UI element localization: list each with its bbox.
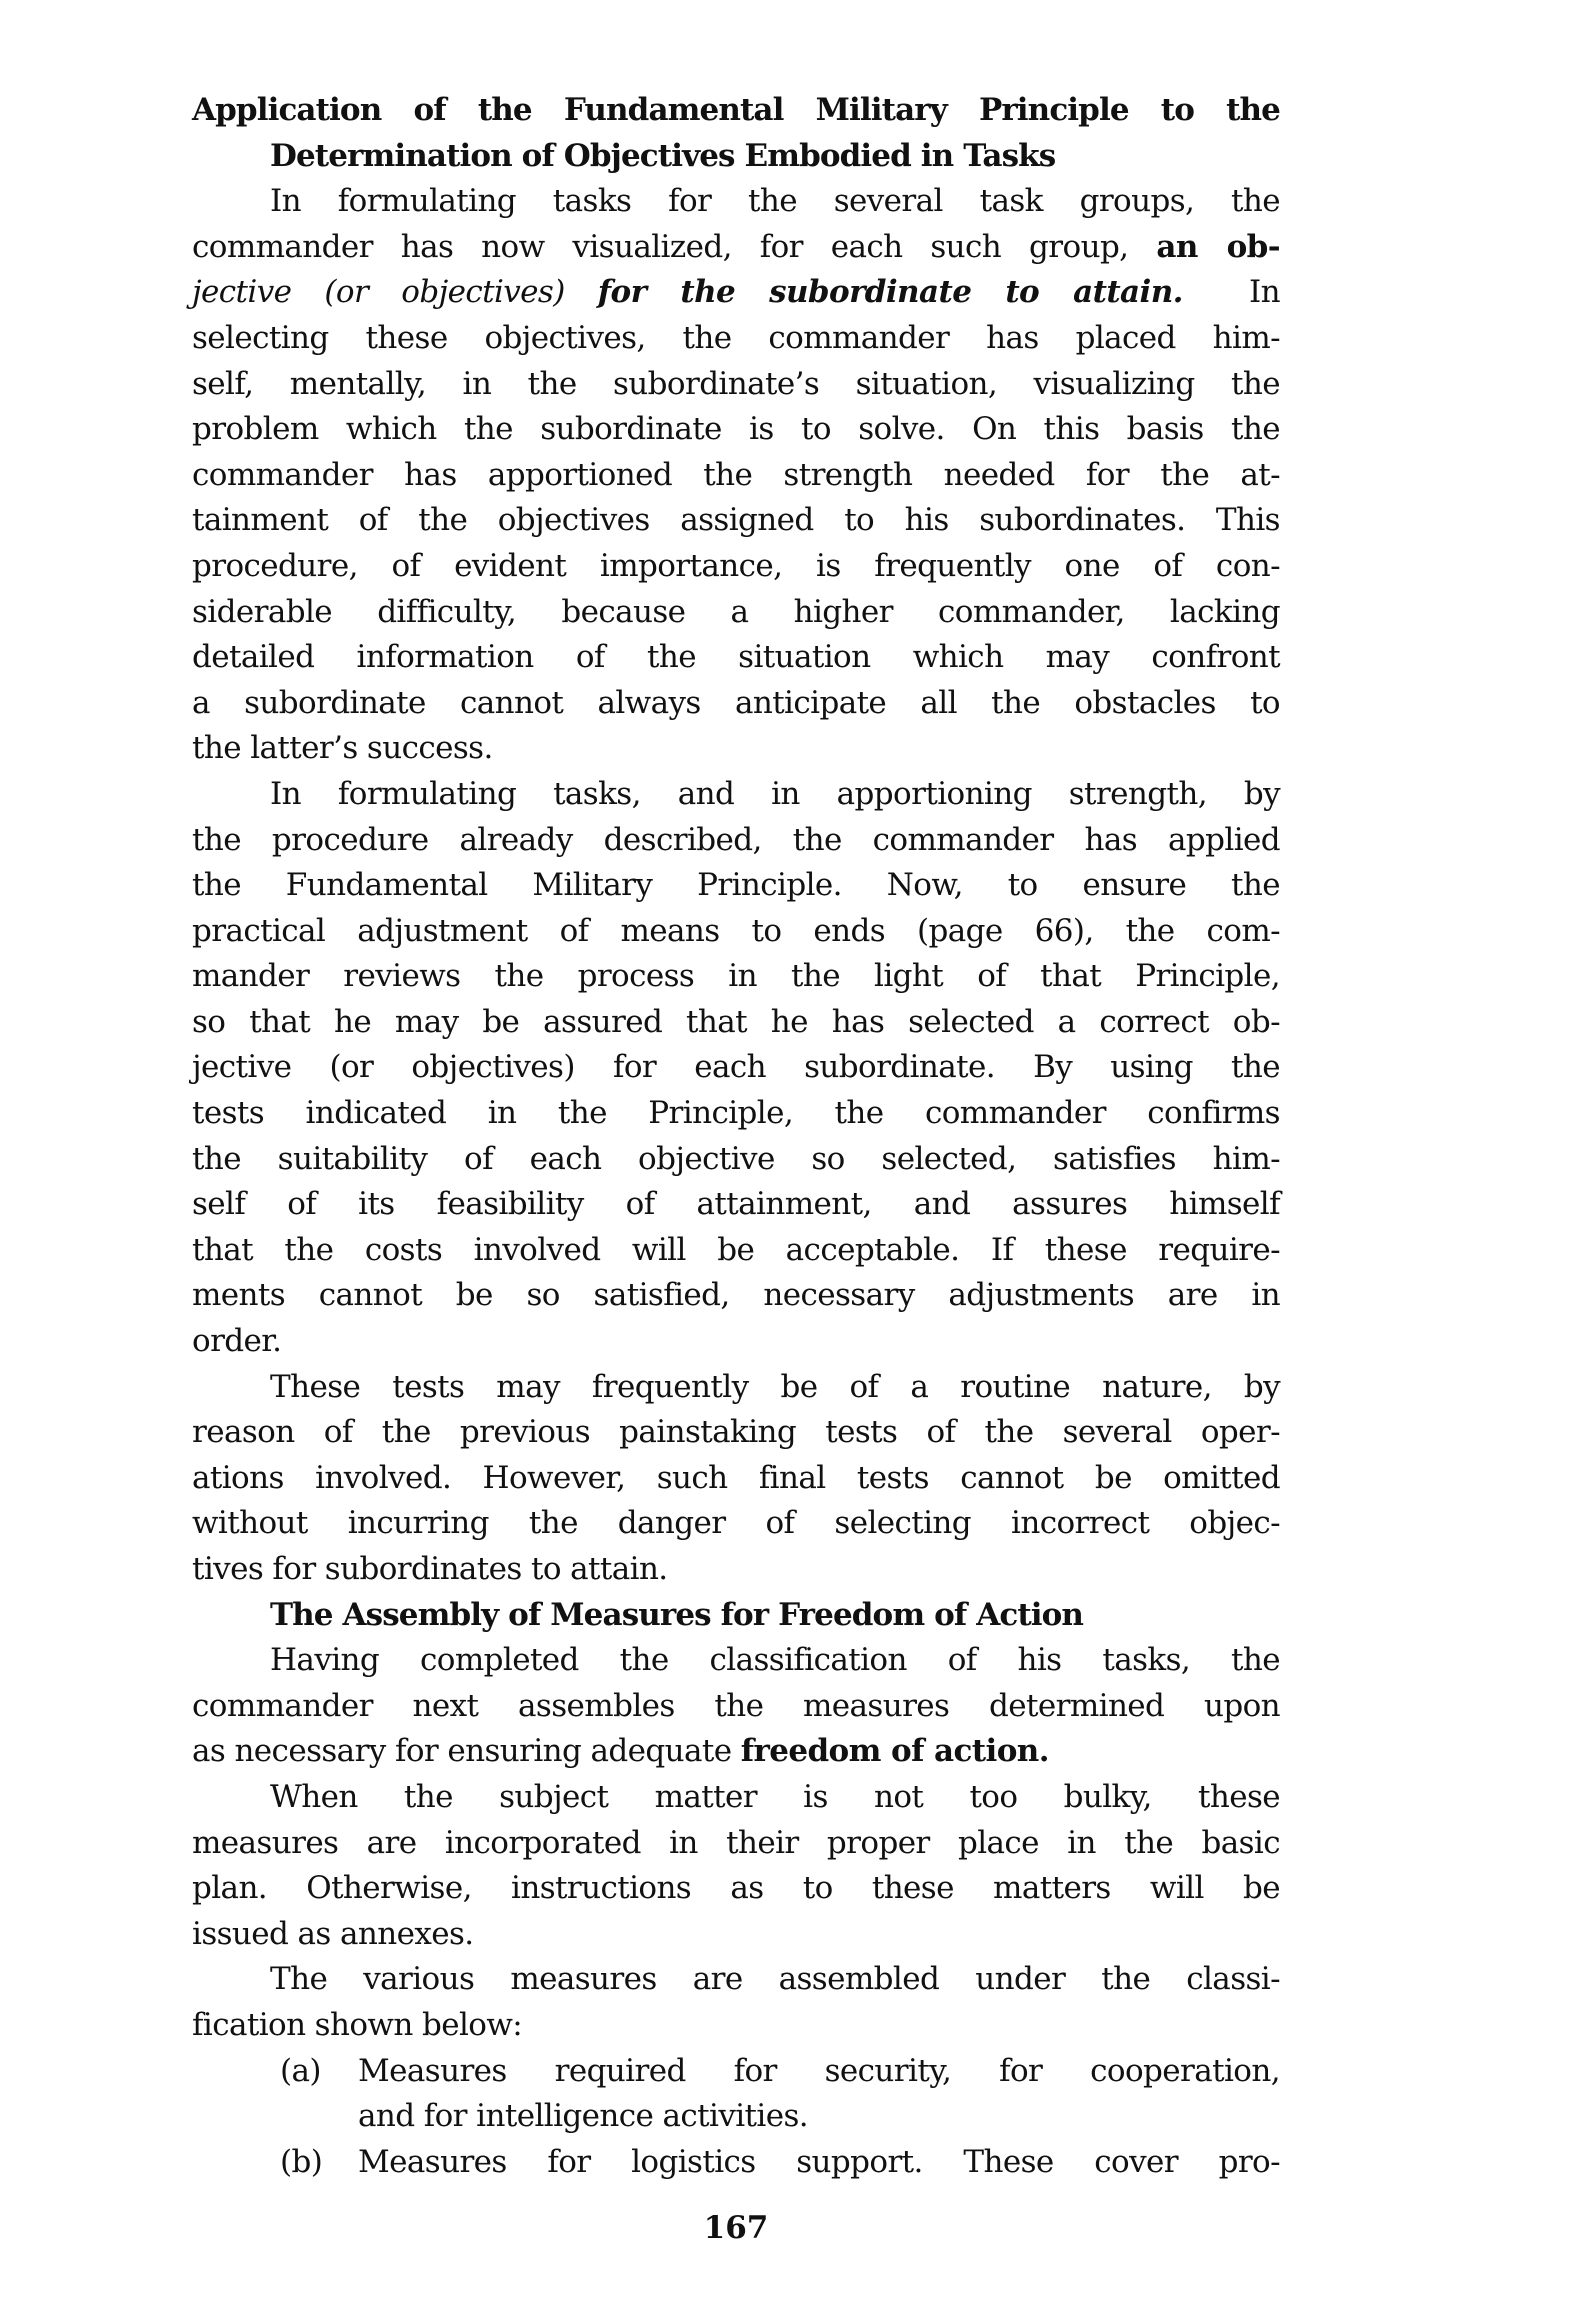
list-item-a-continuation [192,2094,1280,2140]
list-text: and for intelligence activities. [358,2098,809,2135]
paragraph-line: siderable difficulty, because a higher commander, lacking [192,593,1280,630]
section-heading-line-2: Determination of Objectives Embodied in Tasks [270,137,1056,174]
paragraph-line: practical adjustment of means to ends (page 66), the com- [192,912,1280,949]
paragraph-line: selecting these objectives, the commander has placed him- [192,319,1280,356]
paragraph-line: order. [192,1323,282,1360]
paragraph-line: commander has apportioned the strength needed for the at- [192,456,1280,493]
paragraph-line: tests indicated in the Principle, the commander confirms [192,1095,1280,1132]
text-run [1183,274,1249,310]
document-page [192,88,1280,2185]
paragraph-line: so that he may be assured that he has selected a correct ob- [192,1003,1280,1040]
paragraph-line: a subordinate cannot always anticipate all the obstacles to [192,684,1280,721]
text-run: commander has now visualized, for each such group, [192,228,1157,265]
paragraph-line [192,225,1280,271]
paragraph-line: jective (or objectives) for each subordinate. By using the [192,1049,1280,1086]
paragraph-line: tives for subordinates to attain. [192,1551,668,1587]
paragraph-line: tainment of the objectives assigned to his subordinates. This [192,502,1280,539]
paragraph-line: mander reviews the process in the light of that Principle, [192,958,1280,995]
paragraph-line: commander next assembles the measures determined upon [192,1687,1280,1724]
paragraph-line: detailed information of the situation which may confront [192,639,1280,676]
section-heading: The Assembly of Measures for Freedom of Action [270,1596,1084,1633]
list-item-a [192,2049,1280,2095]
text-run: as necessary for ensuring adequate [192,1733,741,1770]
paragraph-line: without incurring the danger of selecting incorrect objec- [192,1505,1280,1542]
paragraph-line: problem which the subordinate is to solve. On this basis the [192,411,1280,448]
paragraph-line: the latter’s success. [192,730,493,767]
paragraph-line: When the subject matter is not too bulky, these [270,1778,1280,1815]
italic-text: jective (or objectives) [192,274,598,311]
paragraph-line: plan. Otherwise, instructions as to these matters will be [192,1870,1280,1907]
paragraph-line: the Fundamental Military Principle. Now, to ensure the [192,867,1280,904]
paragraph-line: self, mentally, in the subordinate’s situation, visualizing the [192,365,1280,402]
paragraph-line: reason of the previous painstaking tests of the several oper- [192,1414,1280,1451]
paragraph-line [192,1729,1280,1775]
list-text: Measures required for security, for cooperation, [358,2052,1280,2089]
paragraph-line: the suitability of each objective so selected, satisfies him- [192,1140,1280,1177]
paragraph-line: procedure, of evident importance, is frequently one of con- [192,547,1280,584]
paragraph-line: In formulating tasks, and in apportioning strength, by [270,775,1280,812]
paragraph-line: The various measures are assembled under the classi- [270,1961,1280,1998]
bold-italic-run: for the subordinate to attain. [597,274,1183,311]
bold-italic-text [598,274,1183,310]
paragraph-line: In formulating tasks for the several task groups, the [270,183,1280,220]
paragraph-line: that the costs involved will be acceptable. If these require- [192,1231,1280,1268]
page-number: 167 [703,2210,769,2246]
bold-text: an ob- [1156,228,1280,265]
paragraph-line: the procedure already described, the commander has applied [192,821,1280,858]
paragraph-line: issued as annexes. [192,1915,474,1952]
list-label: (a) [280,2052,321,2089]
list-item-b [192,2140,1280,2186]
paragraph-line: self of its feasibility of attainment, and assures himself [192,1186,1280,1223]
list-label: (b) [280,2143,323,2180]
bold-text: freedom of action. [740,1733,1049,1770]
text-run: In [1249,274,1281,311]
paragraph-line: ations involved. However, such final tests cannot be omitted [192,1459,1280,1496]
paragraph-line: ments cannot be so satisfied, necessary adjustments are in [192,1277,1280,1314]
paragraph-line: Having completed the classification of his tasks, the [270,1642,1280,1679]
paragraph-line: measures are incorporated in their proper place in the basic [192,1824,1280,1861]
section-heading-line-1: Application of the Fundamental Military Principle to the [192,92,1280,128]
list-text: Measures for logistics support. These cover pro- [358,2143,1280,2180]
paragraph-line [192,270,1280,316]
paragraph-line: fication shown below: [192,2006,523,2043]
paragraph-line: These tests may frequently be of a routine nature, by [270,1368,1280,1405]
